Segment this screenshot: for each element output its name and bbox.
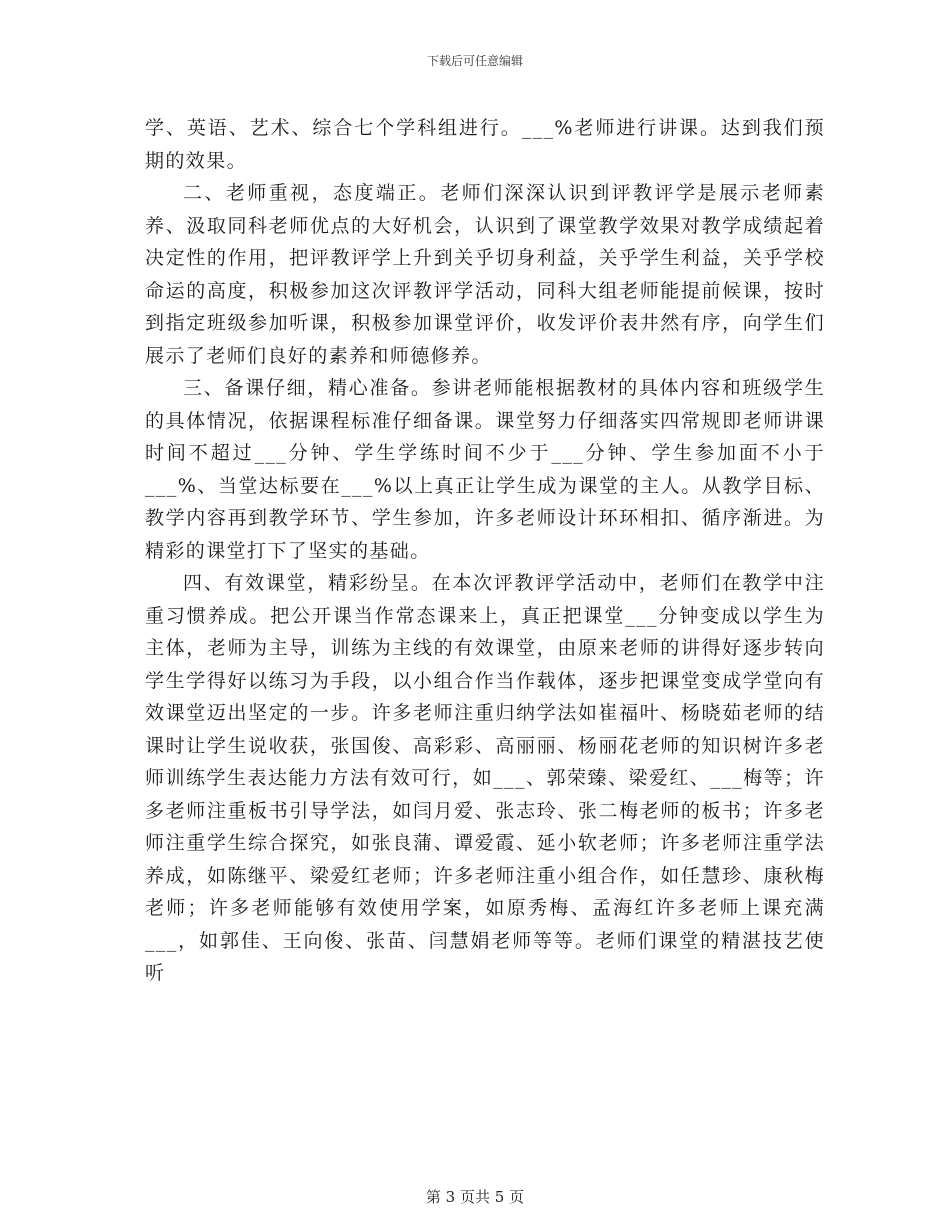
page-footer: 第 3 页共 5 页 — [425, 1188, 525, 1206]
paragraph-section-3: 三、备课仔细，精心准备。参讲老师能根据教材的具体内容和班级学生的具体情况，依据课程标准仔细备课。课堂努力仔细落实四常规即老师讲课时间不超过___分钟、学生学练时间不少于___分钟、学生参加面不小于___%、当堂达标要在___%以上真正让学生成为课堂的主人。从教学目标、教学内容再到教学环节、学生参加，许多老师设计环环相扣、循序渐进。为精彩的课堂打下了坚实的基础。 — [145, 377, 825, 562]
paragraph-continuation: 学、英语、艺术、综合七个学科组进行。___%老师进行讲课。达到我们预期的效果。 — [145, 117, 825, 172]
page-header: 下载后可任意编辑 — [426, 54, 523, 68]
paragraph-section-2: 二、老师重视，态度端正。老师们深深认识到评教评学是展示老师素养、汲取同科老师优点的大好机会，认识到了课堂教学效果对教学成绩起着决定性的作用，把评教评学上升到关乎切身利益，关乎学生利益，关乎学校命运的高度，积极参加这次评教评学活动，同科大组老师能提前候课，按时到指定班级参加听课，积极参加课堂评价，收发评价表井然有序，向学生们展示了老师们良好的素养和师德修养。 — [145, 182, 825, 367]
document-body — [145, 112, 825, 990]
paragraph-section-4: 四、有效课堂，精彩纷呈。在本次评教评学活动中，老师们在教学中注重习惯养成。把公开课当作常态课来上，真正把课堂___分钟变成以学生为主体，老师为主导，训练为主线的有效课堂，由原来老师的讲得好逐步转向学生学得好以练习为手段，以小组合作当作载体，逐步把课堂变成学堂向有效课堂迈出坚定的一步。许多老师注重归纳学法如崔福叶、杨晓茹老师的结课时让学生说收获，张国俊、高彩彩、高丽丽、杨丽花老师的知识树许多老师训练学生表达能力方法有效可行，如___、郭荣臻、梁爱红、___梅等；许多老师注重板书引导学法，如闫月爱、张志玲、张二梅老师的板书；许多老师注重学生综合探究，如张良蒲、谭爱霞、延小软老师；许多老师注重学法养成，如陈继平、梁爱红老师；许多老师注重小组合作，如任慧珍、康秋梅老师；许多老师能够有效使用学案，如原秀梅、孟海红许多老师上课充满___，如郭佳、王向俊、张苗、闫慧娟老师等等。老师们课堂的精湛技艺使听 — [145, 572, 825, 984]
